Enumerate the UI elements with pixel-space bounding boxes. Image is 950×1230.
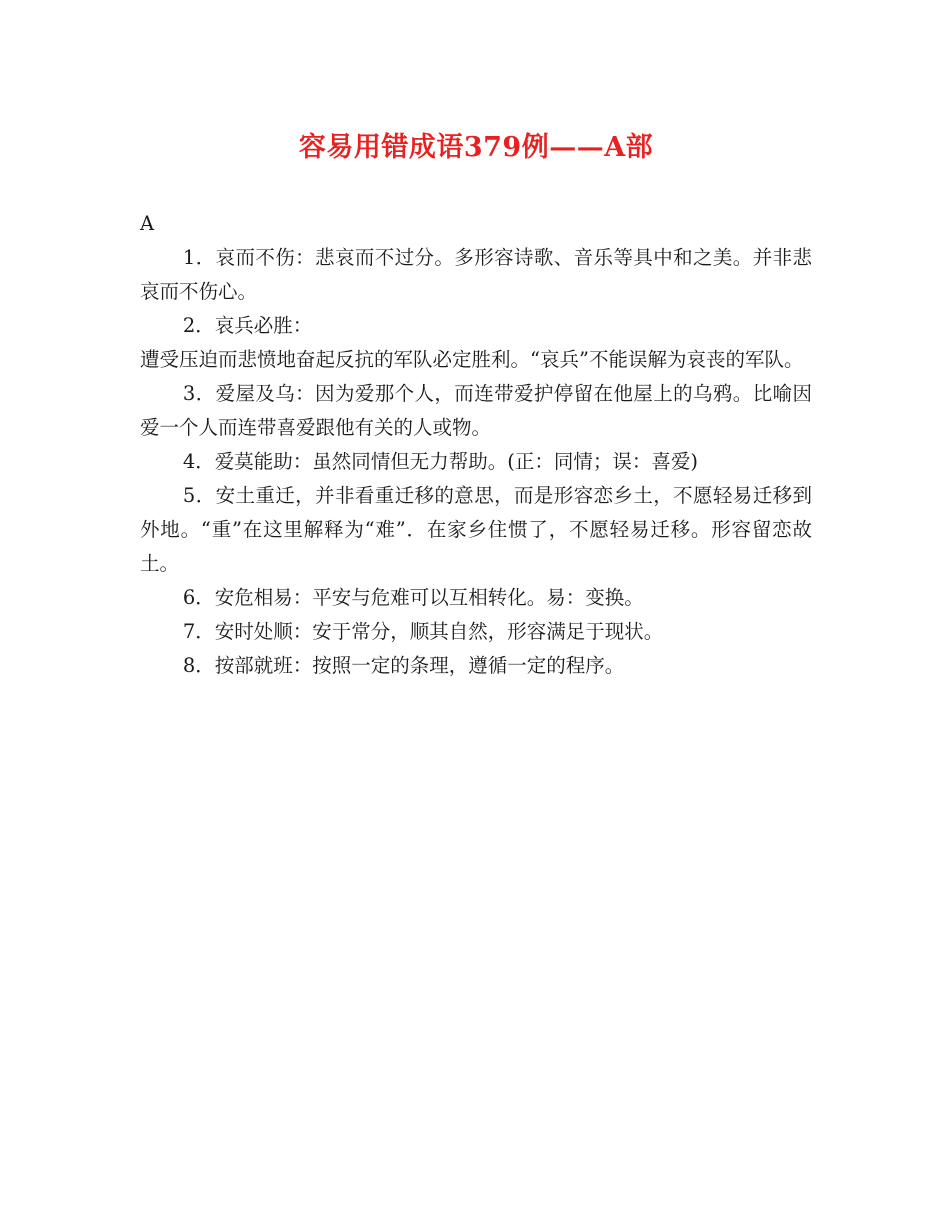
paragraph-1: 1．哀而不伤：悲哀而不过分。多形容诗歌、音乐等具中和之美。并非悲哀而不伤心。	[140, 246, 812, 303]
paragraph-7: 6．安危相易：平安与危难可以互相转化。易：变换。	[182, 586, 644, 609]
paragraph-4: 3．爱屋及乌：因为爱那个人，而连带爱护停留在他屋上的乌鸦。比喻因爱一个人而连带喜爱跟他有关的人或物。	[140, 382, 812, 439]
paragraph-3: 遭受压迫而悲愤地奋起反抗的军队必定胜利。“哀兵”不能误解为哀丧的军队。	[140, 348, 804, 371]
paragraph-6: 5．安土重迁，并非看重迁移的意思，而是形容恋乡土，不愿轻易迁移到外地。“重”在这里解释为“难”．在家乡住惯了，不愿轻易迁移。形容留恋故土。	[140, 484, 812, 575]
paragraph-8: 7．安时处顺：安于常分，顺其自然，形容满足于现状。	[182, 620, 664, 643]
document-body	[140, 207, 812, 683]
paragraph-9: 8．按部就班：按照一定的条理，遵循一定的程序。	[182, 654, 625, 677]
paragraph-5: 4．爱莫能助：虽然同情但无力帮助。(正：同情；误：喜爱)	[182, 450, 699, 473]
paragraph-2: 2．哀兵必胜：	[182, 314, 313, 337]
section-letter: A	[140, 212, 155, 235]
document-title: 容易用错成语379例——A部	[298, 132, 654, 163]
